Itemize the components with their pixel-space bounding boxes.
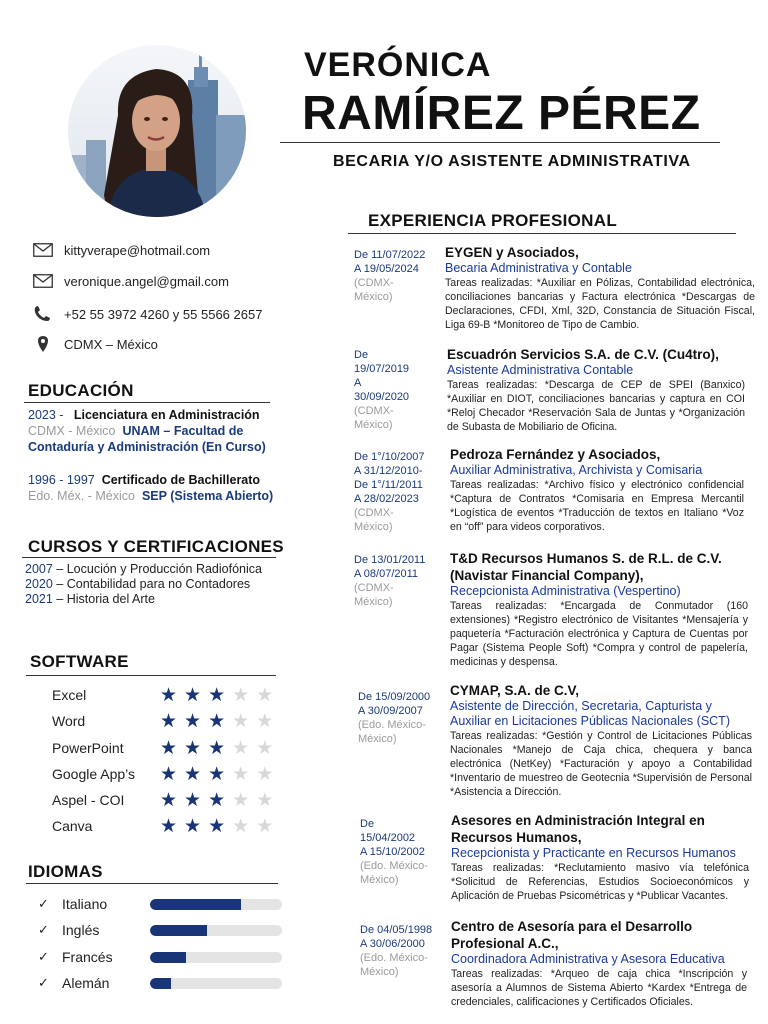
rating-stars <box>160 791 273 810</box>
date-line: De 1°/11/2011 <box>354 479 423 491</box>
job-role: Auxiliar Administrativa, Archivista y Comisaria <box>450 463 703 477</box>
rating-stars <box>160 765 273 784</box>
software-name: Excel <box>52 687 87 703</box>
phone-text: +52 55 3972 4260 y 55 5566 2657 <box>64 306 263 322</box>
job-description: Tareas realizadas: *Arqueo de caja chica *Inscripción y asesoría a Alumnos de Sistema Abierto *Kardex *Entrega de credenciales, calificaciones y Certificados Oficiales. <box>451 968 747 1008</box>
software-row <box>52 815 282 837</box>
star-filled-icon: ★ <box>208 789 226 811</box>
envelope-icon <box>32 273 54 289</box>
experience-dates <box>360 923 432 979</box>
star-filled-icon: ★ <box>208 710 226 732</box>
experience-dates <box>354 553 425 609</box>
experience-title: EXPERIENCIA PROFESIONAL <box>368 211 618 230</box>
date-line: 19/07/2019 <box>354 363 410 375</box>
experience-content <box>451 918 747 1009</box>
software-row <box>52 789 282 811</box>
languages-title: IDIOMAS <box>28 862 103 881</box>
star-filled-icon: ★ <box>184 815 202 837</box>
location-line: (CDMX- <box>354 277 394 289</box>
software-row <box>52 763 282 785</box>
company-name: Pedroza Fernández y Asociados, <box>450 447 661 462</box>
proficiency-bar-fill <box>150 952 186 963</box>
contact-location <box>32 336 158 352</box>
star-filled-icon: ★ <box>160 763 178 785</box>
proficiency-bar <box>150 952 282 963</box>
software-name: Aspel - COI <box>52 792 125 808</box>
date-line: A 30/09/2007 <box>358 705 423 717</box>
star-empty-icon: ★ <box>232 710 250 732</box>
company-name: Profesional A.C., <box>451 936 559 951</box>
software-row <box>52 684 282 706</box>
job-title: BECARIA Y/O ASISTENTE ADMINISTRATIVA <box>333 153 691 170</box>
courses-title: CURSOS Y CERTIFICACIONES <box>28 537 284 556</box>
date-line: De 13/01/2011 <box>354 554 426 566</box>
star-empty-icon: ★ <box>232 789 250 811</box>
job-role: Recepcionista Administrativa (Vespertino) <box>450 584 681 598</box>
languages-divider <box>26 883 278 884</box>
job-description: Tareas realizadas: *Descarga de CEP de SPEI (Banxico) *Auxiliar en DIOT, conciliaciones bancarias y captura en COI *Reloj Checador *Reservación Sala de Juntas y *Organización de Subasta de Mobiliario de Oficina. <box>447 379 745 433</box>
education-divider <box>24 402 270 403</box>
location-line: México) <box>354 596 393 608</box>
experience-dates <box>354 248 425 304</box>
job-description: Tareas realizadas: *Archivo físico y electrónico confidencial *Captura de Contratos *Comisaria en Empresa Mercantil *Logística de eventos *Traducción de textos en Italiano *Voz en “off” para videos corporativos. <box>450 479 744 533</box>
job-role: Coordinadora Administrativa y Asesora Educativa <box>451 952 725 966</box>
experience-dates <box>358 690 430 746</box>
star-filled-icon: ★ <box>160 815 178 837</box>
date-line: De 15/09/2000 <box>358 691 431 703</box>
check-icon: ✓ <box>38 975 49 990</box>
star-filled-icon: ★ <box>184 789 202 811</box>
proficiency-bar <box>150 925 282 936</box>
software-name: PowerPoint <box>52 740 124 756</box>
date-line: A 30/06/2000 <box>360 938 425 950</box>
job-description: Tareas realizadas: *Encargada de Conmutador (160 extensiones) *Registro electrónico de Visitantes *Mensajería y paquetería *Facturación electrónica y Captura de Cuentas por Pagar (Sistema People Soft) *Compra y control de papelería, medicinas y despensa. <box>450 600 748 668</box>
star-empty-icon: ★ <box>256 737 274 759</box>
star-empty-icon: ★ <box>256 815 274 837</box>
experience-dates <box>354 348 409 432</box>
job-role: Asistente de Dirección, Secretaria, Capturista y <box>450 699 712 713</box>
company-name: Asesores en Administración Integral en <box>451 813 705 828</box>
date-line: De 11/07/2022 <box>354 249 426 261</box>
last-name: RAMÍREZ PÉREZ <box>302 87 701 140</box>
course-item: 2020 – Contabilidad para no Contadores <box>25 577 251 591</box>
language-row <box>38 893 288 915</box>
star-empty-icon: ★ <box>256 710 274 732</box>
software-row <box>52 737 282 759</box>
software-name: Canva <box>52 818 93 834</box>
date-line: A 28/02/2023 <box>354 493 419 505</box>
software-divider <box>26 675 276 676</box>
rating-stars <box>160 712 273 731</box>
date-line: De 1°/10/2007 <box>354 451 425 463</box>
company-name: Recursos Humanos, <box>451 830 582 845</box>
job-description: Tareas realizadas: *Reclutamiento masivo vía telefónica *Solicitud de Referencias, Estudios Socioeconómicos y Aplicación de Pruebas Psicométricas y *Publicar Vacantes. <box>451 862 749 902</box>
company-name: EYGEN y Asociados, <box>445 245 579 260</box>
experience-dates <box>354 450 424 534</box>
experience-content <box>445 244 755 332</box>
software-name: Word <box>52 713 86 729</box>
company-name: T&D Recursos Humanos S. de R.L. de C.V. <box>450 551 722 566</box>
experience-dates <box>360 817 428 887</box>
first-name: VERÓNICA <box>304 46 492 84</box>
contact-email-2[interactable] <box>32 273 229 289</box>
envelope-icon <box>32 242 54 258</box>
language-name: Francés <box>62 949 113 965</box>
check-icon: ✓ <box>38 949 49 964</box>
education-item-1-header: 2023 - Licenciatura en Administración <box>28 408 260 422</box>
proficiency-bar-fill <box>150 978 171 989</box>
software-row <box>52 710 282 732</box>
star-filled-icon: ★ <box>208 737 226 759</box>
education-item-2-school: Edo. Méx. - México SEP (Sistema Abierto) <box>28 489 274 503</box>
experience-content <box>447 346 745 434</box>
date-line: 15/04/2002 <box>360 832 416 844</box>
course-item: 2007 – Locución y Producción Radiofónica <box>25 562 262 576</box>
location-line: México) <box>358 733 397 745</box>
star-filled-icon: ★ <box>208 815 226 837</box>
company-name: CYMAP, S.A. de C.V, <box>450 683 580 698</box>
rating-stars <box>160 739 273 758</box>
email-1-text: kittyverape@hotmail.com <box>64 242 211 258</box>
experience-content <box>450 682 752 799</box>
name-divider <box>280 142 720 143</box>
star-filled-icon: ★ <box>184 710 202 732</box>
star-filled-icon: ★ <box>160 737 178 759</box>
location-line: (CDMX- <box>354 582 394 594</box>
star-empty-icon: ★ <box>232 737 250 759</box>
star-filled-icon: ★ <box>160 684 178 706</box>
star-empty-icon: ★ <box>232 684 250 706</box>
software-name: Google App’s <box>52 766 136 782</box>
job-role: Becaria Administrativa y Contable <box>445 261 632 275</box>
course-item: 2021 – Historia del Arte <box>25 592 155 606</box>
company-name: (Navistar Financial Company), <box>450 568 644 583</box>
company-name: Escuadrón Servicios S.A. de C.V. (Cu4tro), <box>447 347 719 362</box>
location-line: (CDMX- <box>354 405 394 417</box>
experience-content <box>450 446 744 534</box>
experience-content <box>450 550 748 669</box>
language-row <box>38 919 288 941</box>
star-filled-icon: ★ <box>184 684 202 706</box>
date-line: A 08/07/2011 <box>354 568 419 580</box>
language-name: Inglés <box>62 922 100 938</box>
date-line: De <box>354 349 369 361</box>
education-title: EDUCACIÓN <box>28 381 134 400</box>
language-row <box>38 946 288 968</box>
job-role: Recepcionista y Practicante en Recursos Humanos <box>451 846 736 860</box>
date-line: De 04/05/1998 <box>360 924 433 936</box>
location-line: México) <box>354 291 393 303</box>
star-filled-icon: ★ <box>208 684 226 706</box>
company-name: Centro de Asesoría para el Desarrollo <box>451 919 693 934</box>
job-role: Auxiliar en Licitaciones Públicas Nacionales (SCT) <box>450 714 730 728</box>
contact-phone[interactable] <box>32 306 262 322</box>
date-line: A 31/12/2010- <box>354 465 423 477</box>
education-item-2-header: 1996 - 1997 Certificado de Bachillerato <box>28 473 261 487</box>
star-empty-icon: ★ <box>232 815 250 837</box>
location-line: México) <box>360 966 399 978</box>
location-line: (Edo. México- <box>360 860 428 872</box>
phone-icon <box>32 306 54 322</box>
location-line: (CDMX- <box>354 507 394 519</box>
courses-divider <box>22 557 276 558</box>
education-item-1-school-cont: Contaduría y Administración (En Curso) <box>28 440 266 454</box>
date-line: De <box>360 818 375 830</box>
software-title: SOFTWARE <box>30 652 129 671</box>
job-description: Tareas realizadas: *Auxiliar en Pólizas, Contabilidad electrónica, conciliaciones bancarias y Factura electrónica *Descargas de Declaraciones, CFDI, Xml, 32D, Constancia de Situación Fiscal, Liga 69-B *Monitoreo de Tipo de Cambio. <box>445 277 755 331</box>
star-filled-icon: ★ <box>184 737 202 759</box>
location-line: México) <box>354 521 393 533</box>
date-line: A 15/10/2002 <box>360 846 425 858</box>
language-name: Italiano <box>62 896 108 912</box>
job-role: Asistente Administrativa Contable <box>447 363 634 377</box>
check-icon: ✓ <box>38 896 49 911</box>
location-line: (Edo. México- <box>360 952 428 964</box>
language-name: Alemán <box>62 975 110 991</box>
education-item-1-school: CDMX - México UNAM – Facultad de <box>28 424 244 438</box>
email-2-text: veronique.angel@gmail.com <box>64 273 229 289</box>
rating-stars <box>160 686 273 705</box>
location-text: CDMX – México <box>64 336 158 352</box>
date-line: A 19/05/2024 <box>354 263 419 275</box>
star-empty-icon: ★ <box>256 763 274 785</box>
proficiency-bar-fill <box>150 899 241 910</box>
rating-stars <box>160 817 273 836</box>
map-pin-icon <box>32 336 54 352</box>
language-row <box>38 972 288 994</box>
star-filled-icon: ★ <box>208 763 226 785</box>
star-empty-icon: ★ <box>256 684 274 706</box>
proficiency-bar <box>150 978 282 989</box>
job-description: Tareas realizadas: *Gestión y Control de Licitaciones Públicas Nacionales *Manejo de Caja chica, chequera y banca electrónica (NetKey) *Facturación y apoyo a Contabilidad *Inventario de muestreo de Geotecnia *Supervisión de Personal *Asistencia a Dirección. <box>450 730 752 798</box>
experience-content <box>451 812 749 903</box>
proficiency-bar-fill <box>150 925 207 936</box>
date-line: 30/09/2020 <box>354 391 410 403</box>
star-filled-icon: ★ <box>160 789 178 811</box>
star-filled-icon: ★ <box>160 710 178 732</box>
location-line: (Edo. México- <box>358 719 426 731</box>
profile-photo <box>68 45 246 217</box>
contact-email-1[interactable] <box>32 242 210 258</box>
date-line: A <box>354 377 362 389</box>
location-line: México) <box>360 874 399 886</box>
proficiency-bar <box>150 899 282 910</box>
star-empty-icon: ★ <box>232 763 250 785</box>
experience-divider <box>348 233 736 234</box>
star-filled-icon: ★ <box>184 763 202 785</box>
location-line: México) <box>354 419 393 431</box>
star-empty-icon: ★ <box>256 789 274 811</box>
check-icon: ✓ <box>38 922 49 937</box>
